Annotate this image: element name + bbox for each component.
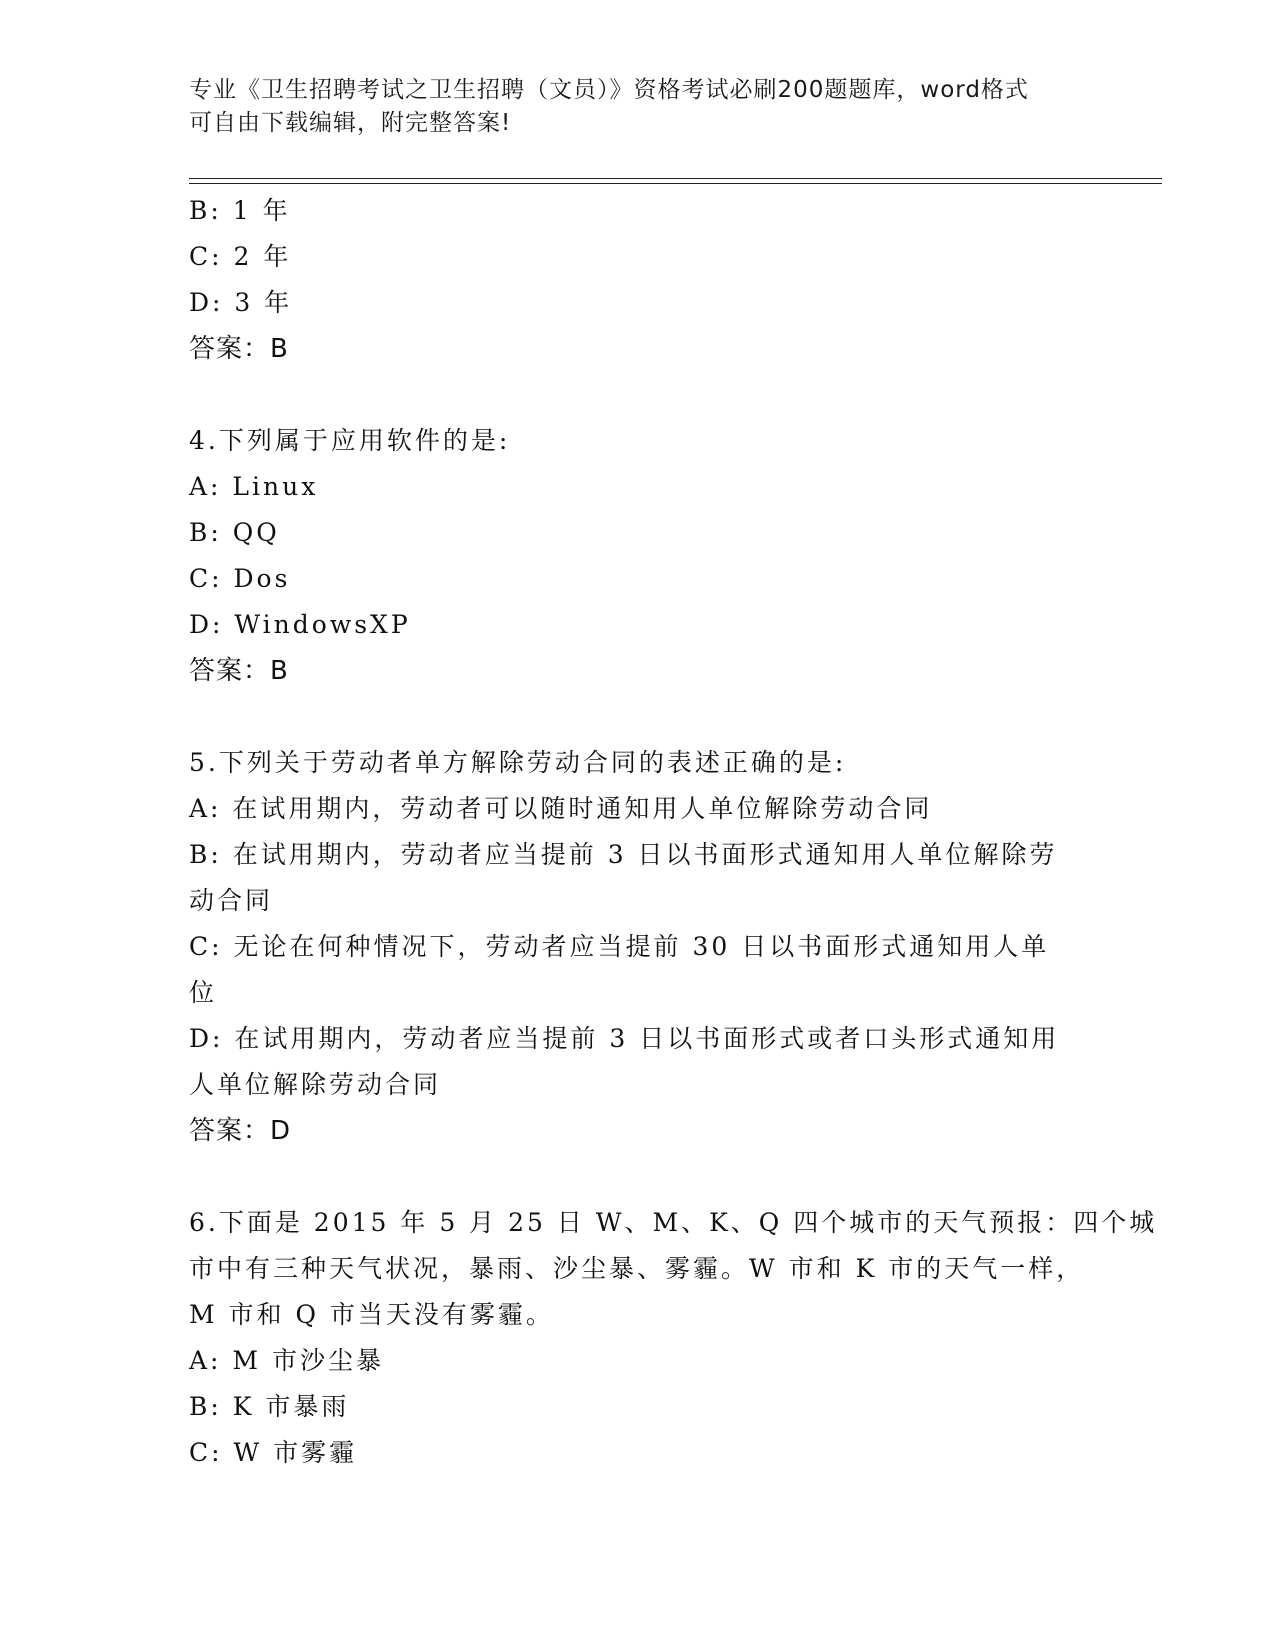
question-text-line-3: M 市和 Q 市当天没有雾霾。: [189, 1300, 554, 1329]
question-text-line-2: 市中有三种天气状况，暴雨、沙尘暴、雾霾。W 市和 K 市的天气一样，: [189, 1254, 1085, 1283]
option-c-line-2: 位: [189, 978, 218, 1007]
option-c: C: W 市雾霾: [189, 1438, 358, 1467]
question-text: 5.下列关于劳动者单方解除劳动合同的表述正确的是:: [189, 748, 847, 777]
option-c: C: 2 年: [189, 242, 292, 271]
option-d: D: 3 年: [189, 288, 293, 317]
document-header: [189, 74, 1069, 140]
answer: 答案：B: [189, 656, 289, 686]
spacer: [189, 372, 1089, 418]
question-3-tail: [189, 188, 1089, 372]
question-text-line-1: 6.下面是 2015 年 5 月 25 日 W、M、K、Q 四个城市的天气预报：四个城: [189, 1208, 1158, 1237]
option-d-line-2: 人单位解除劳动合同: [189, 1070, 442, 1099]
question-4: [189, 418, 1089, 694]
header-line-1: 专业《卫生招聘考试之卫生招聘（文员）》资格考试必刷200题题库，word格式: [189, 77, 1029, 103]
option-c: C: Dos: [189, 564, 291, 593]
option-c-line-1: C: 无论在何种情况下，劳动者应当提前 30 日以书面形式通知用人单: [189, 932, 1050, 961]
document-body: [189, 188, 1158, 1476]
header-line-2: 可自由下载编辑，附完整答案!: [189, 110, 512, 136]
spacer: [189, 1154, 1089, 1200]
option-b: B: 1 年: [189, 196, 291, 225]
question-6: [189, 1200, 1158, 1476]
option-b: B: QQ: [189, 518, 280, 547]
option-a: A: M 市沙尘暴: [189, 1346, 384, 1375]
option-a: A: Linux: [189, 472, 319, 501]
header-divider-bottom: [189, 183, 1162, 184]
header-divider-top: [189, 178, 1162, 179]
question-text: 4.下列属于应用软件的是:: [189, 426, 511, 455]
spacer: [189, 694, 1089, 740]
option-d: D: WindowsXP: [189, 610, 411, 639]
option-b-line-2: 动合同: [189, 886, 274, 915]
question-5: [189, 740, 1089, 1154]
option-b-line-1: B: 在试用期内，劳动者应当提前 3 日以书面形式通知用人单位解除劳: [189, 840, 1058, 869]
answer: 答案：B: [189, 334, 289, 364]
option-a: A: 在试用期内，劳动者可以随时通知用人单位解除劳动合同: [189, 794, 933, 823]
answer: 答案：D: [189, 1116, 292, 1146]
option-b: B: K 市暴雨: [189, 1392, 350, 1421]
option-d-line-1: D: 在试用期内，劳动者应当提前 3 日以书面形式或者口头形式通知用: [189, 1024, 1060, 1053]
